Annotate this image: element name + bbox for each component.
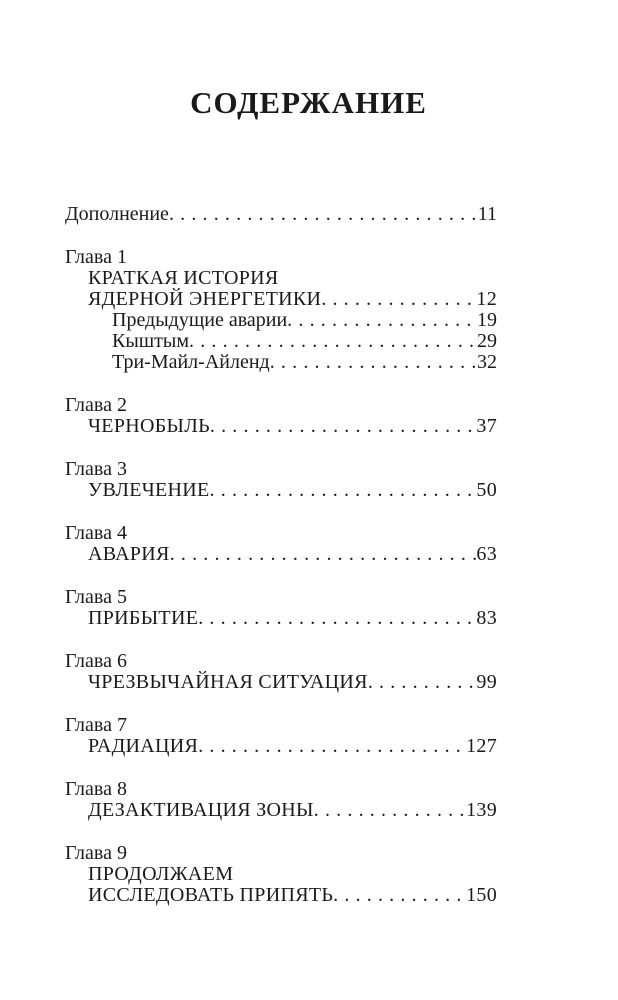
toc-row [65,587,497,608]
page-number: 11 [477,203,497,225]
toc-block [65,459,497,501]
toc-entry-label: КРАТКАЯ ИСТОРИЯ [88,267,279,289]
toc-row [65,672,497,693]
dot-leader [321,289,476,310]
toc-row [65,352,497,373]
toc-row [65,885,497,906]
toc-entry-label: ИССЛЕДОВАТЬ ПРИПЯТЬ [88,884,334,906]
dot-leader [210,416,476,437]
table-of-contents [65,204,497,906]
toc-entry-label: Глава 6 [65,650,127,672]
page-number: 63 [476,543,497,565]
toc-entry-label: ЯДЕРНОЙ ЭНЕРГЕТИКИ [88,288,322,310]
page-number: 29 [477,330,497,352]
toc-entry-label: Глава 5 [65,586,127,608]
toc-row [65,608,497,629]
toc-row [65,416,497,437]
toc-block [65,523,497,565]
toc-entry-label: АВАРИЯ [88,543,170,565]
toc-row [65,651,497,672]
dot-leader [198,608,476,629]
toc-entry-label: ПРИБЫТИЕ [88,607,199,629]
toc-entry-label: Дополнение [65,203,169,225]
toc-entry-label: Глава 4 [65,522,127,544]
dot-leader [333,885,466,906]
toc-row [65,843,497,864]
toc-row [65,331,497,352]
page-number: 12 [476,288,497,310]
toc-block [65,247,497,373]
toc-row [65,289,497,310]
page-number: 19 [477,309,497,331]
toc-block [65,651,497,693]
page-number: 150 [466,884,497,906]
toc-row [65,459,497,480]
toc-row [65,480,497,501]
toc-entry-label: Три-Майл-Айленд [112,351,270,373]
toc-row [65,310,497,331]
dot-leader [170,544,477,565]
toc-block [65,587,497,629]
toc-row [65,523,497,544]
toc-entry-label: Глава 8 [65,778,127,800]
page-number: 127 [466,735,497,757]
toc-entry-label: Глава 3 [65,458,127,480]
toc-row [65,247,497,268]
page-number: 32 [477,351,497,373]
dot-leader [198,736,466,757]
toc-entry-label: Глава 1 [65,246,127,268]
dot-leader [189,331,477,352]
toc-entry-label: УВЛЕЧЕНИЕ [88,479,210,501]
dot-leader [287,310,477,331]
dot-leader [314,800,466,821]
page-number: 50 [476,479,497,501]
dot-leader [270,352,477,373]
toc-block [65,843,497,906]
toc-row [65,395,497,416]
page-number: 99 [476,671,497,693]
toc-row [65,736,497,757]
page-number: 83 [476,607,497,629]
toc-block [65,204,497,225]
toc-entry-label: ПРОДОЛЖАЕМ [88,863,234,885]
dot-leader [368,672,477,693]
toc-row [65,715,497,736]
toc-row [65,800,497,821]
toc-entry-label: Кыштым [112,330,190,352]
dot-leader [169,204,478,225]
page-number: 37 [476,415,497,437]
toc-row [65,779,497,800]
toc-block [65,395,497,437]
toc-entry-label: РАДИАЦИЯ [88,735,199,757]
dot-leader [210,480,477,501]
toc-row [65,268,497,289]
toc-row [65,204,497,225]
toc-entry-label: ЧРЕЗВЫЧАЙНАЯ СИТУАЦИЯ [88,671,368,693]
toc-row [65,544,497,565]
toc-entry-label: Глава 9 [65,842,127,864]
page-number: 139 [466,799,497,821]
toc-entry-label: Глава 7 [65,714,127,736]
toc-block [65,715,497,757]
toc-row [65,864,497,885]
toc-block [65,779,497,821]
toc-entry-label: Предыдущие аварии [112,309,288,331]
toc-entry-label: ДЕЗАКТИВАЦИЯ ЗОНЫ [88,799,314,821]
toc-entry-label: Глава 2 [65,394,127,416]
toc-entry-label: ЧЕРНОБЫЛЬ [88,415,210,437]
page-title: СОДЕРЖАНИЕ [190,85,427,120]
